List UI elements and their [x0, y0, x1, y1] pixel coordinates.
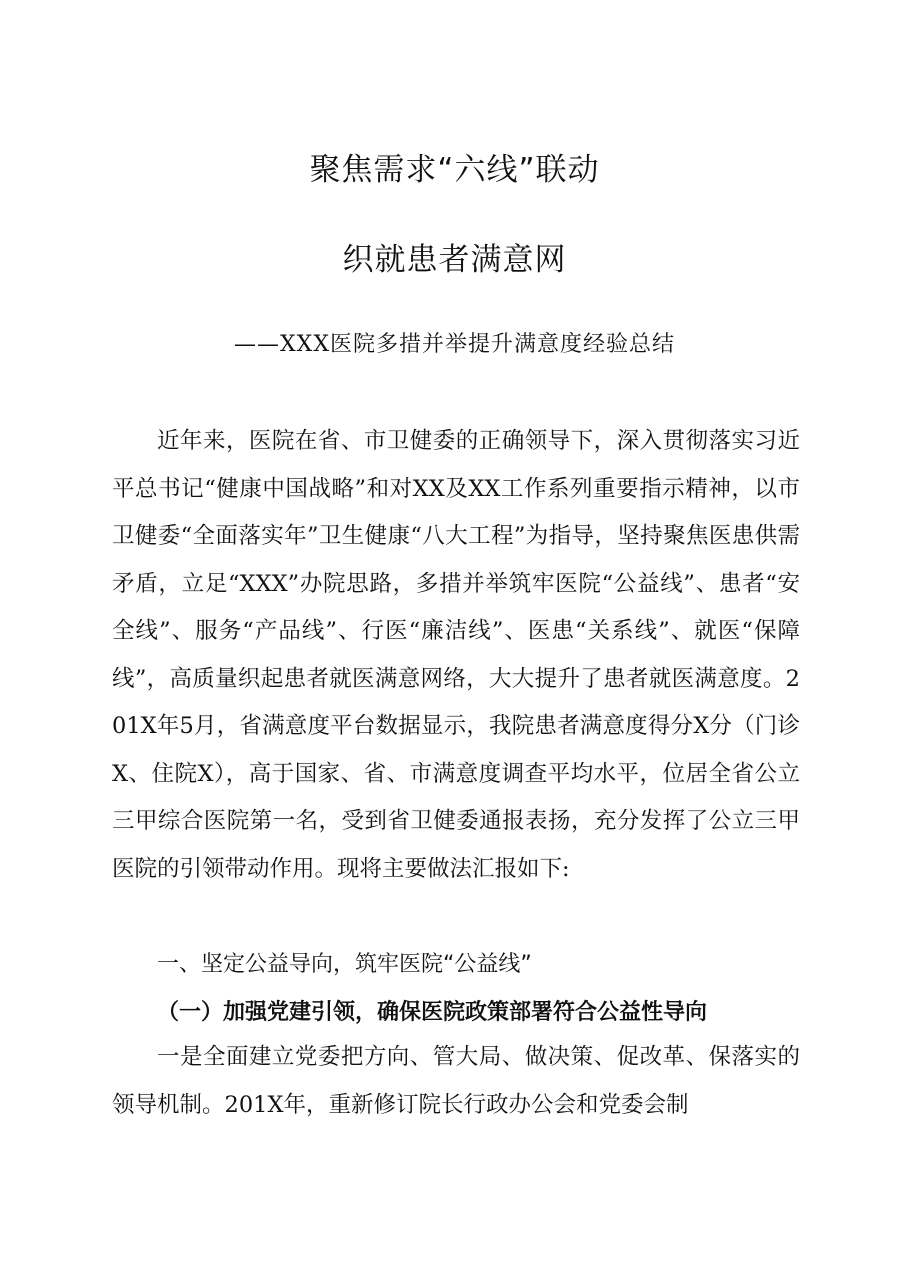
- intro-paragraph: 近年来，医院在省、市卫健委的正确领导下，深入贯彻落实习近平总书记“健康中国战略”和对XX及XX工作系列重要指示精神，以市卫健委“全面落实年”卫生健康“八大工程”为指导，坚持聚焦医患供需矛盾，立足“XXX”办院思路，多措并举筑牢医院“公益线”、患者“安全线”、服务“产品线”、行医“廉洁线”、医患“关系线”、就医“保障线”，高质量织起患者就医满意网络，大大提升了患者就医满意度。201X年5月，省满意度平台数据显示，我院患者满意度得分X分（门诊X、住院X），高于国家、省、市满意度调查平均水平，位居全省公立三甲综合医院第一名，受到省卫健委通报表扬，充分发挥了公立三甲医院的引领带动作用。现将主要做法汇报如下:: [112, 428, 800, 882]
- subsection-heading-1: （一）加强党建引领，确保医院政策部署符合公益性导向: [157, 999, 708, 1025]
- document-subtitle: ——XXX医院多措并举提升满意度经验总结: [234, 332, 675, 357]
- section-heading-1: 一、坚定公益导向，筑牢医院“公益线”: [157, 952, 532, 977]
- document-title-line-2: 织就患者满意网: [342, 242, 567, 278]
- document-title-line-1: 聚焦需求“六线”联动: [309, 152, 600, 188]
- subsection-paragraph-1: 一是全面建立党委把方向、管大局、做决策、促改革、保落实的领导机制。201X年，重新修订院长行政办公会和党委会制: [112, 1044, 800, 1118]
